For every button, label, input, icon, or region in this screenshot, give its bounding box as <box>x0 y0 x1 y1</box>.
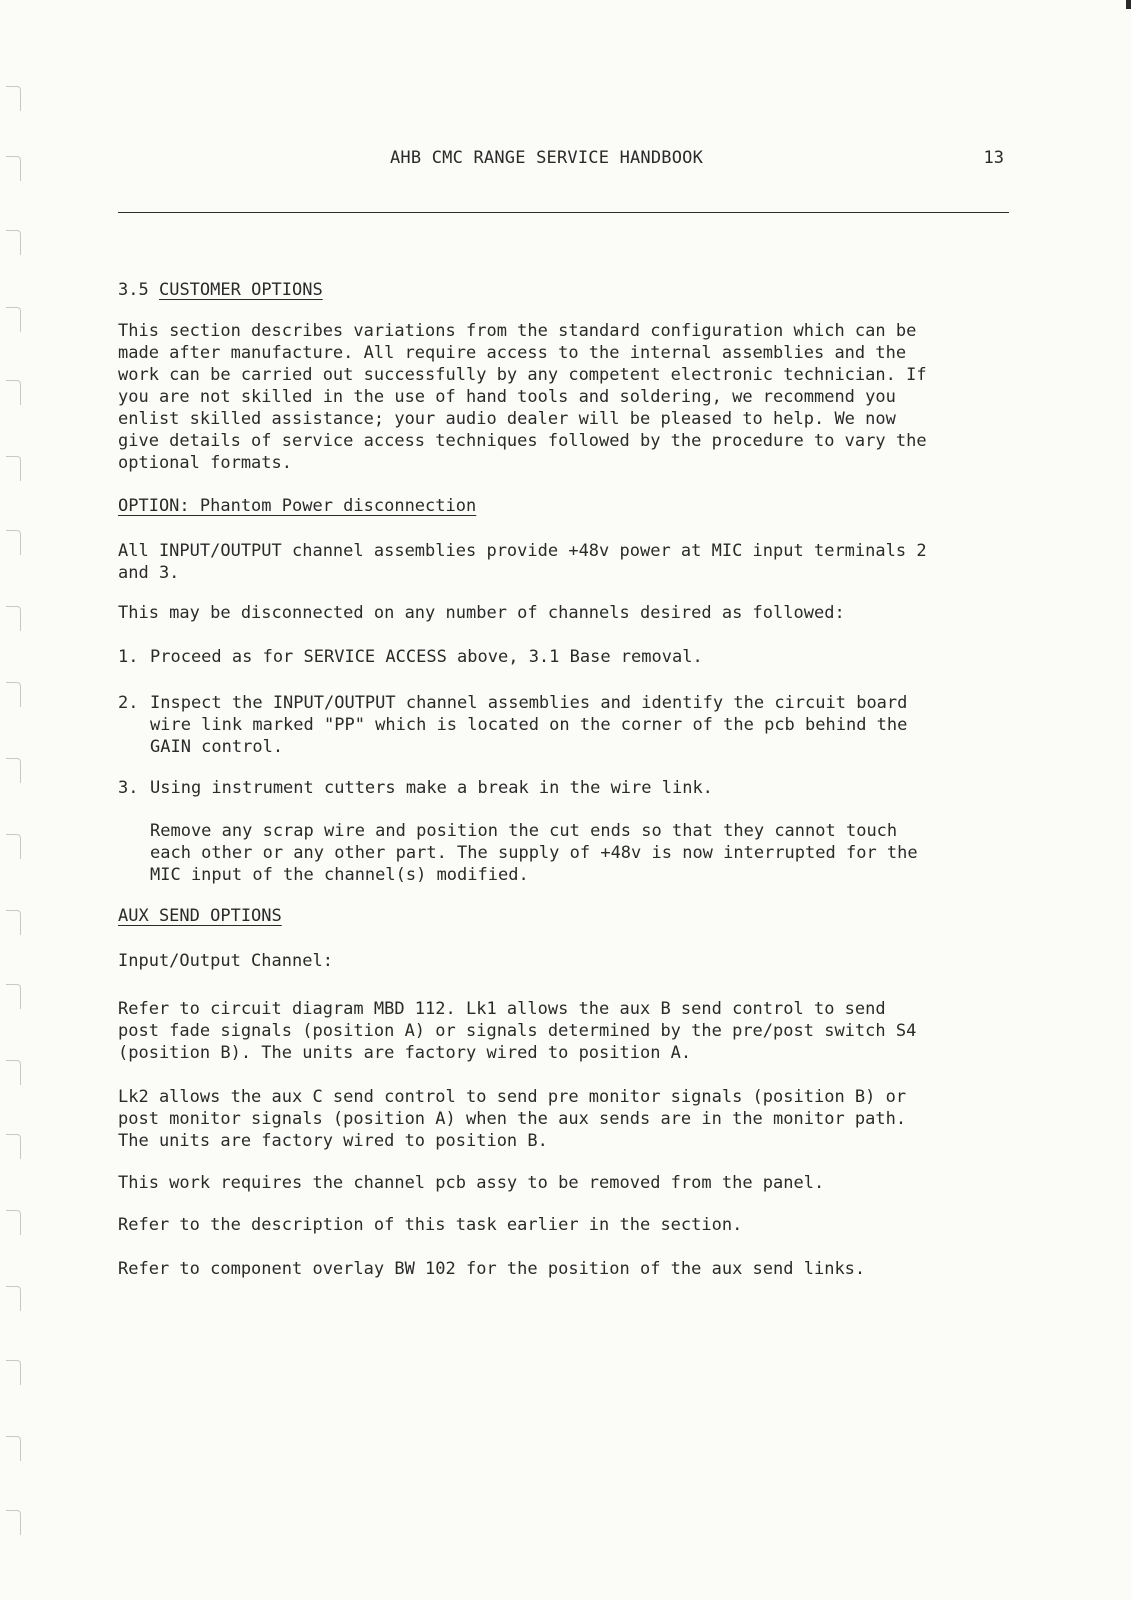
binding-hole <box>6 307 21 332</box>
binding-hole <box>6 606 21 631</box>
step-text: Proceed as for SERVICE ACCESS above, 3.1 Base removal. <box>150 647 703 667</box>
corner-mark <box>1126 0 1131 9</box>
binding-hole <box>6 682 21 707</box>
step-text: Inspect the INPUT/OUTPUT channel assemblies and identify the circuit board wire link marked "PP" which is located on the corner of the pcb behind the GAIN control. <box>150 693 908 757</box>
aux-para: This work requires the channel pcb assy to be removed from the panel. <box>118 1173 825 1193</box>
binding-hole <box>6 530 21 555</box>
binding-hole <box>6 1510 21 1535</box>
aux-heading: AUX SEND OPTIONS <box>118 906 282 926</box>
binding-hole <box>6 1286 21 1311</box>
aux-para: Refer to the description of this task earlier in the section. <box>118 1215 743 1235</box>
page-number: 13 <box>983 148 1004 168</box>
phantom-para-1: All INPUT/OUTPUT channel assemblies provide +48v power at MIC input terminals 2 and 3. <box>118 541 927 583</box>
aux-para: Lk2 allows the aux C send control to send pre monitor signals (position B) or post monitor signals (position A) when the aux sends are in the monitor path. The units are factory wired to position B. <box>118 1087 907 1151</box>
binding-hole <box>6 156 21 181</box>
binding-hole <box>6 1360 21 1385</box>
step-text: Using instrument cutters make a break in the wire link. <box>150 778 713 798</box>
header-title: AHB CMC RANGE SERVICE HANDBOOK <box>390 148 704 168</box>
step-number: 3. <box>118 778 139 798</box>
phantom-heading: OPTION: Phantom Power disconnection <box>118 496 477 516</box>
header-rule <box>118 212 1009 213</box>
section-title: CUSTOMER OPTIONS <box>158 280 323 300</box>
binding-hole <box>6 380 21 405</box>
binding-hole <box>6 230 21 255</box>
binding-hole <box>6 1436 21 1461</box>
binding-hole <box>6 834 21 859</box>
binding-hole <box>6 1134 21 1159</box>
binding-hole <box>6 86 21 111</box>
binding-hole <box>6 1210 21 1235</box>
step-number: 1. <box>118 647 139 667</box>
phantom-para-2: This may be disconnected on any number of channels desired as followed: <box>118 603 845 623</box>
section-number: 3.5 <box>118 280 149 300</box>
binding-marks <box>0 0 30 1600</box>
aux-subheading: Input/Output Channel: <box>118 951 333 971</box>
binding-hole <box>6 910 21 935</box>
step-number: 2. <box>118 693 139 713</box>
step-3-note: Remove any scrap wire and position the cut ends so that they cannot touch each other or any other part. The supply of +48v is now interrupted for the MIC input of the channel(s) modified. <box>150 821 918 885</box>
section-intro: This section describes variations from the standard configuration which can be made after manufacture. All require access to the internal assemblies and the work can be carried out successfully by any competent electronic technician. If you are not skilled in the use of hand tools and soldering, we recommend you enlist skilled assistance; your audio dealer will be pleased to help. We now give details of service access techniques followed by the procedure to vary the optional formats. <box>118 321 927 473</box>
binding-hole <box>6 758 21 783</box>
page-header <box>118 148 1014 172</box>
aux-para: Refer to component overlay BW 102 for the position of the aux send links. <box>118 1259 866 1279</box>
binding-hole <box>6 1060 21 1085</box>
binding-hole <box>6 456 21 481</box>
binding-hole <box>6 984 21 1009</box>
section-heading <box>118 280 323 300</box>
aux-para: Refer to circuit diagram MBD 112. Lk1 allows the aux B send control to send post fade signals (position A) or signals determined by the pre/post switch S4 (position B). The units are factory wired to position A. <box>118 999 917 1063</box>
